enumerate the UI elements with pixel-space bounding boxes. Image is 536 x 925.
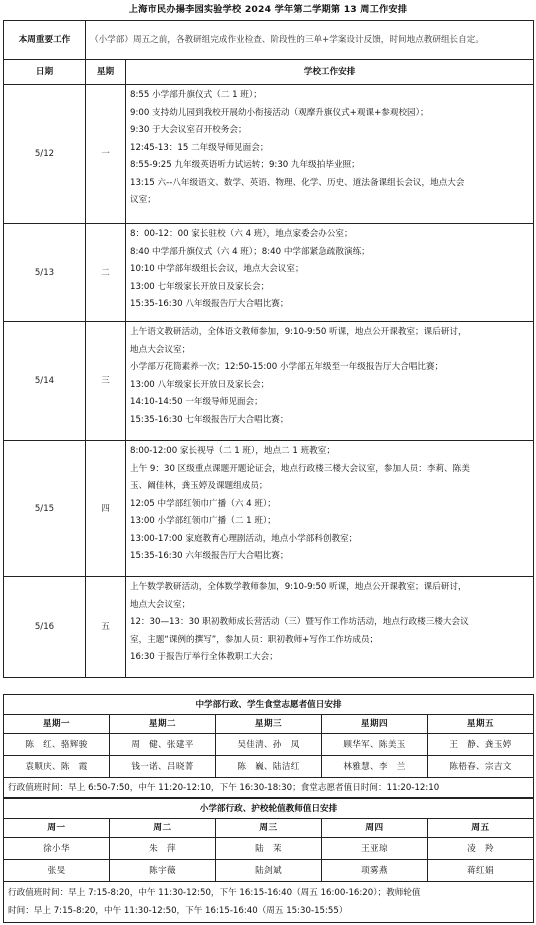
schedule-line: 13:00 八年级家长开放日及家长会；: [130, 379, 270, 390]
schedule-line: 13:00 七年级家长开放日及家长会；: [130, 281, 270, 292]
middle-duty-cell: 袁顺庆、陈 霞: [4, 756, 110, 778]
schedule-line: 8:40 中学部升旗仪式（六 4 班）；8:40 中学部紧急疏散演练；: [130, 246, 370, 257]
primary-duty-header: 周五: [428, 819, 534, 838]
middle-duty-header: 星期五: [428, 715, 534, 734]
middle-duty-cell: 陈梧春、宗吉文: [428, 756, 534, 778]
middle-duty-header-row: [4, 715, 534, 734]
day-weekday: 三: [86, 322, 126, 441]
primary-duty-cell: 陈宇薇: [110, 860, 216, 882]
schedule-line: 9:00 支持幼儿园到我校开展幼小衔接活动（观摩升旗仪式+观课+参观校园）；: [130, 107, 429, 118]
primary-duty-cell: 蒋红娟: [428, 860, 534, 882]
schedule-line: 8:00-12:00 家长视导（二 1 班），地点二 1 班教室；: [130, 446, 335, 456]
day-weekday: 一: [86, 85, 126, 224]
middle-duty-header: 星期二: [110, 715, 216, 734]
schedule-line: 14:10-14:50 一年级导师见面会；: [130, 397, 263, 407]
day-date: 5/12: [4, 85, 86, 224]
primary-duty-cell: 朱 萍: [110, 838, 216, 860]
schedule-line: 室，主题“课例的撰写”，参加人员：职初教师+写作工作坊成员；: [130, 634, 379, 645]
focus-text: （小学部）周五之前，各教研组完成作业检查、阶段性的三单+学案设计反馈，时间地点教研组长自定。: [86, 21, 534, 60]
day-weekday: 四: [86, 441, 126, 577]
primary-duty-header: 周二: [110, 819, 216, 838]
schedule-line: 12:05 中学部红领巾广播（六 4 班）；: [130, 498, 276, 509]
weekday-header: 星期: [86, 60, 126, 85]
schedule-line: 8:55 小学部升旗仪式（二 1 班）；: [130, 90, 262, 100]
schedule-line: 8:55-9:25 九年级英语听力试运转；9:30 九年级拍毕业照；: [130, 160, 360, 170]
day-schedule: [126, 577, 534, 678]
primary-duty-cell: 陆剑斌: [216, 860, 322, 882]
schedule-line: 8：00-12：00 家长驻校（六 4 班），地点家委会办公室；: [130, 229, 353, 239]
middle-duty-cell: 陈 巍、陆洁红: [216, 756, 322, 778]
primary-duty-header: 周一: [4, 819, 110, 838]
middle-duty-cell: 陈 红、骆辉骏: [4, 734, 110, 756]
middle-duty-header: 星期三: [216, 715, 322, 734]
primary-duty-header: 周三: [216, 819, 322, 838]
day-schedule: [126, 85, 534, 224]
primary-duty-cell: 陆 茉: [216, 838, 322, 860]
middle-duty-title: 中学部行政、学生食堂志愿者值日安排: [4, 695, 534, 715]
schedule-line: 地点大会议室；: [130, 599, 191, 610]
primary-duty-header: 周四: [322, 819, 428, 838]
middle-duty-cell: 顾华军、陈美玉: [322, 734, 428, 756]
middle-duty-row: [4, 734, 534, 756]
schedule-line: 玉、阚佳林，龚玉婷及课题组成员；: [130, 481, 268, 491]
schedule-line: 13:00 小学部红领巾广播（二 1 班）；: [130, 516, 276, 526]
middle-duty-row: [4, 756, 534, 778]
day-row: [4, 85, 534, 224]
middle-duty-cell: 王 静、龚玉婷: [428, 734, 534, 756]
schedule-line: 16:30 于报告厅举行全体教职工大会；: [130, 652, 278, 662]
primary-duty-header-row: [4, 819, 534, 838]
middle-duty-cell: 钱一诺、吕晓菁: [110, 756, 216, 778]
primary-duty-time-line: 行政值班时间：早上 7:15-8:20，中午 11:30-12:50，下午 16:15-16:40（周五 16:00-16:20）；教师轮值: [8, 888, 421, 898]
day-date: 5/13: [4, 224, 86, 322]
day-date: 5/14: [4, 322, 86, 441]
primary-duty-row: [4, 860, 534, 882]
schedule-line: 15:35-16:30 六年级报告厅大合唱比赛；: [130, 551, 289, 561]
day-schedule: [126, 322, 534, 441]
day-schedule: [126, 441, 534, 577]
primary-duty-cell: 凌 羚: [428, 838, 534, 860]
page-title: 上海市民办揚李园实验学校 2024 学年第二学期第 13 周工作安排: [128, 4, 408, 15]
middle-duty-header: 星期一: [4, 715, 110, 734]
schedule-line: 13:15 六--八年级语文、数学、英语、物理、化学、历史、道法备课组长会议，地点大会: [130, 177, 465, 188]
date-header: 日期: [4, 60, 86, 85]
day-weekday: 五: [86, 577, 126, 678]
schedule-table: [3, 20, 534, 678]
day-row: [4, 441, 534, 577]
schedule-line: 12:45-13：15 二年级导师见面会；: [130, 142, 269, 153]
primary-duty-cell: 徐小华: [4, 838, 110, 860]
middle-duty-cell: 周 健、张建平: [110, 734, 216, 756]
day-schedule: [126, 224, 534, 322]
schedule-line: 9:30 于大会议室召开校务会；: [130, 125, 247, 135]
primary-duty-title: 小学部行政、护校轮值教师值日安排: [4, 799, 534, 819]
schedule-line: 上午语文教研活动，全体语文教师参加，9:10-9:50 听课，地点公开课教室；课后研讨，: [130, 327, 467, 337]
middle-duty-time: 行政值班时间：早上 6:50-7:50，中午 11:20-12:10，下午 16:30-18:30；食堂志愿者值日时间：11:20-12:10: [4, 778, 534, 798]
day-weekday: 二: [86, 224, 126, 322]
primary-duty-cell: 王亚琼: [322, 838, 428, 860]
primary-duty-time: [4, 882, 534, 923]
primary-duty-time-line: 时间：早上 7:15-8:20，中午 11:30-12:50，下午 16:15-16:40（周五 15:30-15:55）: [8, 906, 348, 916]
day-row: [4, 322, 534, 441]
day-date: 5/15: [4, 441, 86, 577]
middle-duty-cell: 吴佳清、孙 凤: [216, 734, 322, 756]
schedule-line: 小学部万花筒素养一次；12:50-15:00 小学部五年级至一年级报告厅大合唱比赛；: [130, 362, 444, 372]
primary-duty-cell: 张旻: [4, 860, 110, 882]
schedule-line: 议室；: [130, 195, 156, 205]
schedule-line: 13:00-17:00 家庭教育心理剧活动，地点小学部科创教室；: [130, 533, 358, 544]
day-date: 5/16: [4, 577, 86, 678]
focus-label: 本周重要工作: [4, 21, 86, 60]
middle-school-duty-table: [3, 694, 534, 798]
schedule-line: 地点大会议室；: [130, 344, 191, 355]
column-header-row: [4, 60, 534, 85]
schedule-line: 12：30—13：30 职初教师成长营活动（三）暨写作工作坊活动，地点行政楼三楼大会议: [130, 617, 469, 627]
schedule-header: 学校工作安排: [126, 60, 534, 85]
focus-row: [4, 21, 534, 60]
schedule-line: 15:35-16:30 七年级报告厅大合唱比赛；: [130, 414, 289, 425]
primary-duty-row: [4, 838, 534, 860]
middle-duty-header: 星期四: [322, 715, 428, 734]
schedule-line: 10:10 中学部年级组长会议，地点大会议室；: [130, 264, 304, 274]
primary-duty-cell: 项雾燕: [322, 860, 428, 882]
day-row: [4, 224, 534, 322]
primary-school-duty-table: [3, 798, 534, 923]
schedule-line: 15:35-16:30 八年级报告厅大合唱比赛；: [130, 299, 289, 309]
middle-duty-cell: 林雅慧、李 兰: [322, 756, 428, 778]
schedule-line: 上午 9：30 区级重点课题开题论证会，地点行政楼三楼大会议室，参加人员：李莉、陈美: [130, 463, 470, 474]
day-row: [4, 577, 534, 678]
schedule-line: 上午数学教研活动，全体数学教师参加，9:10-9:50 听课，地点公开课教室；课后研讨，: [130, 582, 467, 592]
